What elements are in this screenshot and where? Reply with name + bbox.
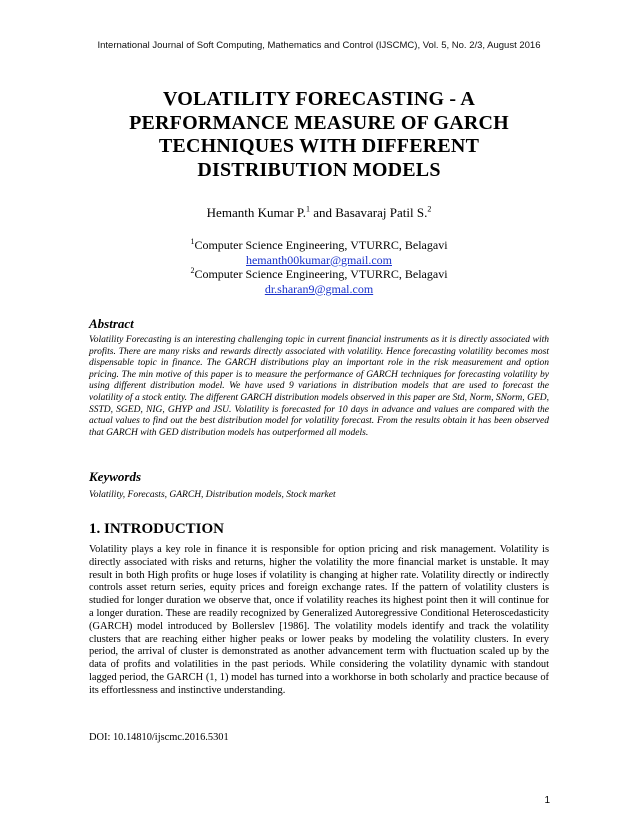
- affiliation-text: Computer Science Engineering, VTURRC, Belagavi: [194, 267, 448, 281]
- author-superscript: 2: [427, 204, 432, 214]
- author-name: Basavaraj Patil S.: [335, 205, 428, 220]
- email-link[interactable]: hemanth00kumar@gmail.com: [245, 252, 392, 267]
- page-number: 1: [544, 795, 550, 806]
- abstract-heading: Abstract: [89, 316, 134, 331]
- affiliation-text: Computer Science Engineering, VTURRC, Belagavi: [194, 238, 448, 252]
- title-line: TECHNIQUES WITH DIFFERENT: [158, 135, 480, 157]
- journal-header: International Journal of Soft Computing, Mathematics and Control (IJSCMC), Vol. 5, No. 2/3, August 2016: [97, 40, 541, 51]
- affiliation: [0, 238, 638, 253]
- author-superscript: 1: [305, 204, 310, 214]
- affiliations: [0, 238, 638, 296]
- doi-line: DOI: 10.14810/ijscmc.2016.5301: [89, 732, 229, 743]
- title-line: DISTRIBUTION MODELS: [197, 158, 441, 181]
- author-connector: and: [309, 205, 336, 220]
- introduction-heading: 1. INTRODUCTION: [89, 521, 225, 537]
- paper-title: [60, 88, 578, 182]
- author-name: Hemanth Kumar P.: [206, 205, 306, 220]
- keywords-text: Volatility, Forecasts, GARCH, Distribution models, Stock market: [89, 490, 336, 500]
- affiliation: [0, 267, 638, 282]
- author-line: [0, 205, 638, 221]
- abstract-text: Volatility Forecasting is an interesting challenging topic in current financial instruments as it is directly associated with profits. There are many risks and rewards directly associated with volatility. Hence forecasting volatility becomes most dispensable topic in finance. The GARCH distributions play an important role in the risk measurement and option pricing. The min motive of this paper is to measure the performance of GARCH techniques for forecasting volatility by using different distribution model. We have used 9 variations in distribution models that are used to forecast the volatility of a stock entity. The different GARCH distribution models observed in this paper are Std, Norm, SNorm, GED, SSTD, SGED, NIG, GHYP and JSU. Volatility is forecasted for 10 days in advance and values are compared with the actual values to find out the best distribution model for volatility forecast. From the results obtain it has been observed that GARCH with GED distribution models has outperformed all models.: [89, 335, 549, 438]
- email-link[interactable]: dr.sharan9@gmal.com: [264, 281, 374, 296]
- title-line: VOLATILITY FORECASTING - A: [162, 88, 476, 110]
- title-line: PERFORMANCE MEASURE OF GARCH: [129, 111, 509, 134]
- introduction-text: Volatility plays a key role in finance it is responsible for option pricing and risk management. Volatility is directly associated with risks and returns, higher the volatility the more financial market is unstable. It may result in both High profits or huge loses if volatility is changing at higher rate. Volatility directly or indirectly controls asset return series, equity prices and foreign exchange rates. If the pattern of volatility clusters is studied for longer duration we observe that, once if volatility reaches its highest point then it will continue for a longer duration. These are readily recognized by Generalized Autoregressive Conditional Heteroscedasticity (GARCH) model introduced by Bollerslev [1986]. The volatility models identify and track the volatility clusters that are reaching either higher peaks or lower peaks by modeling the volatility clusters. In every period, the arrival of cluster is demonstrated as another advancement term with fluctuation scaled up by the data of profits and volatilities in the past periods. While considering the volatility dynamic with standout lagged period, the GARCH (1, 1) model has turned into a workhorse in both scholarly and practice because of its effortlessness and instinctive understanding.: [89, 544, 549, 696]
- keywords-heading: Keywords: [89, 469, 141, 484]
- affiliation-superscript: 1: [190, 237, 195, 246]
- affiliation-superscript: 2: [190, 266, 195, 275]
